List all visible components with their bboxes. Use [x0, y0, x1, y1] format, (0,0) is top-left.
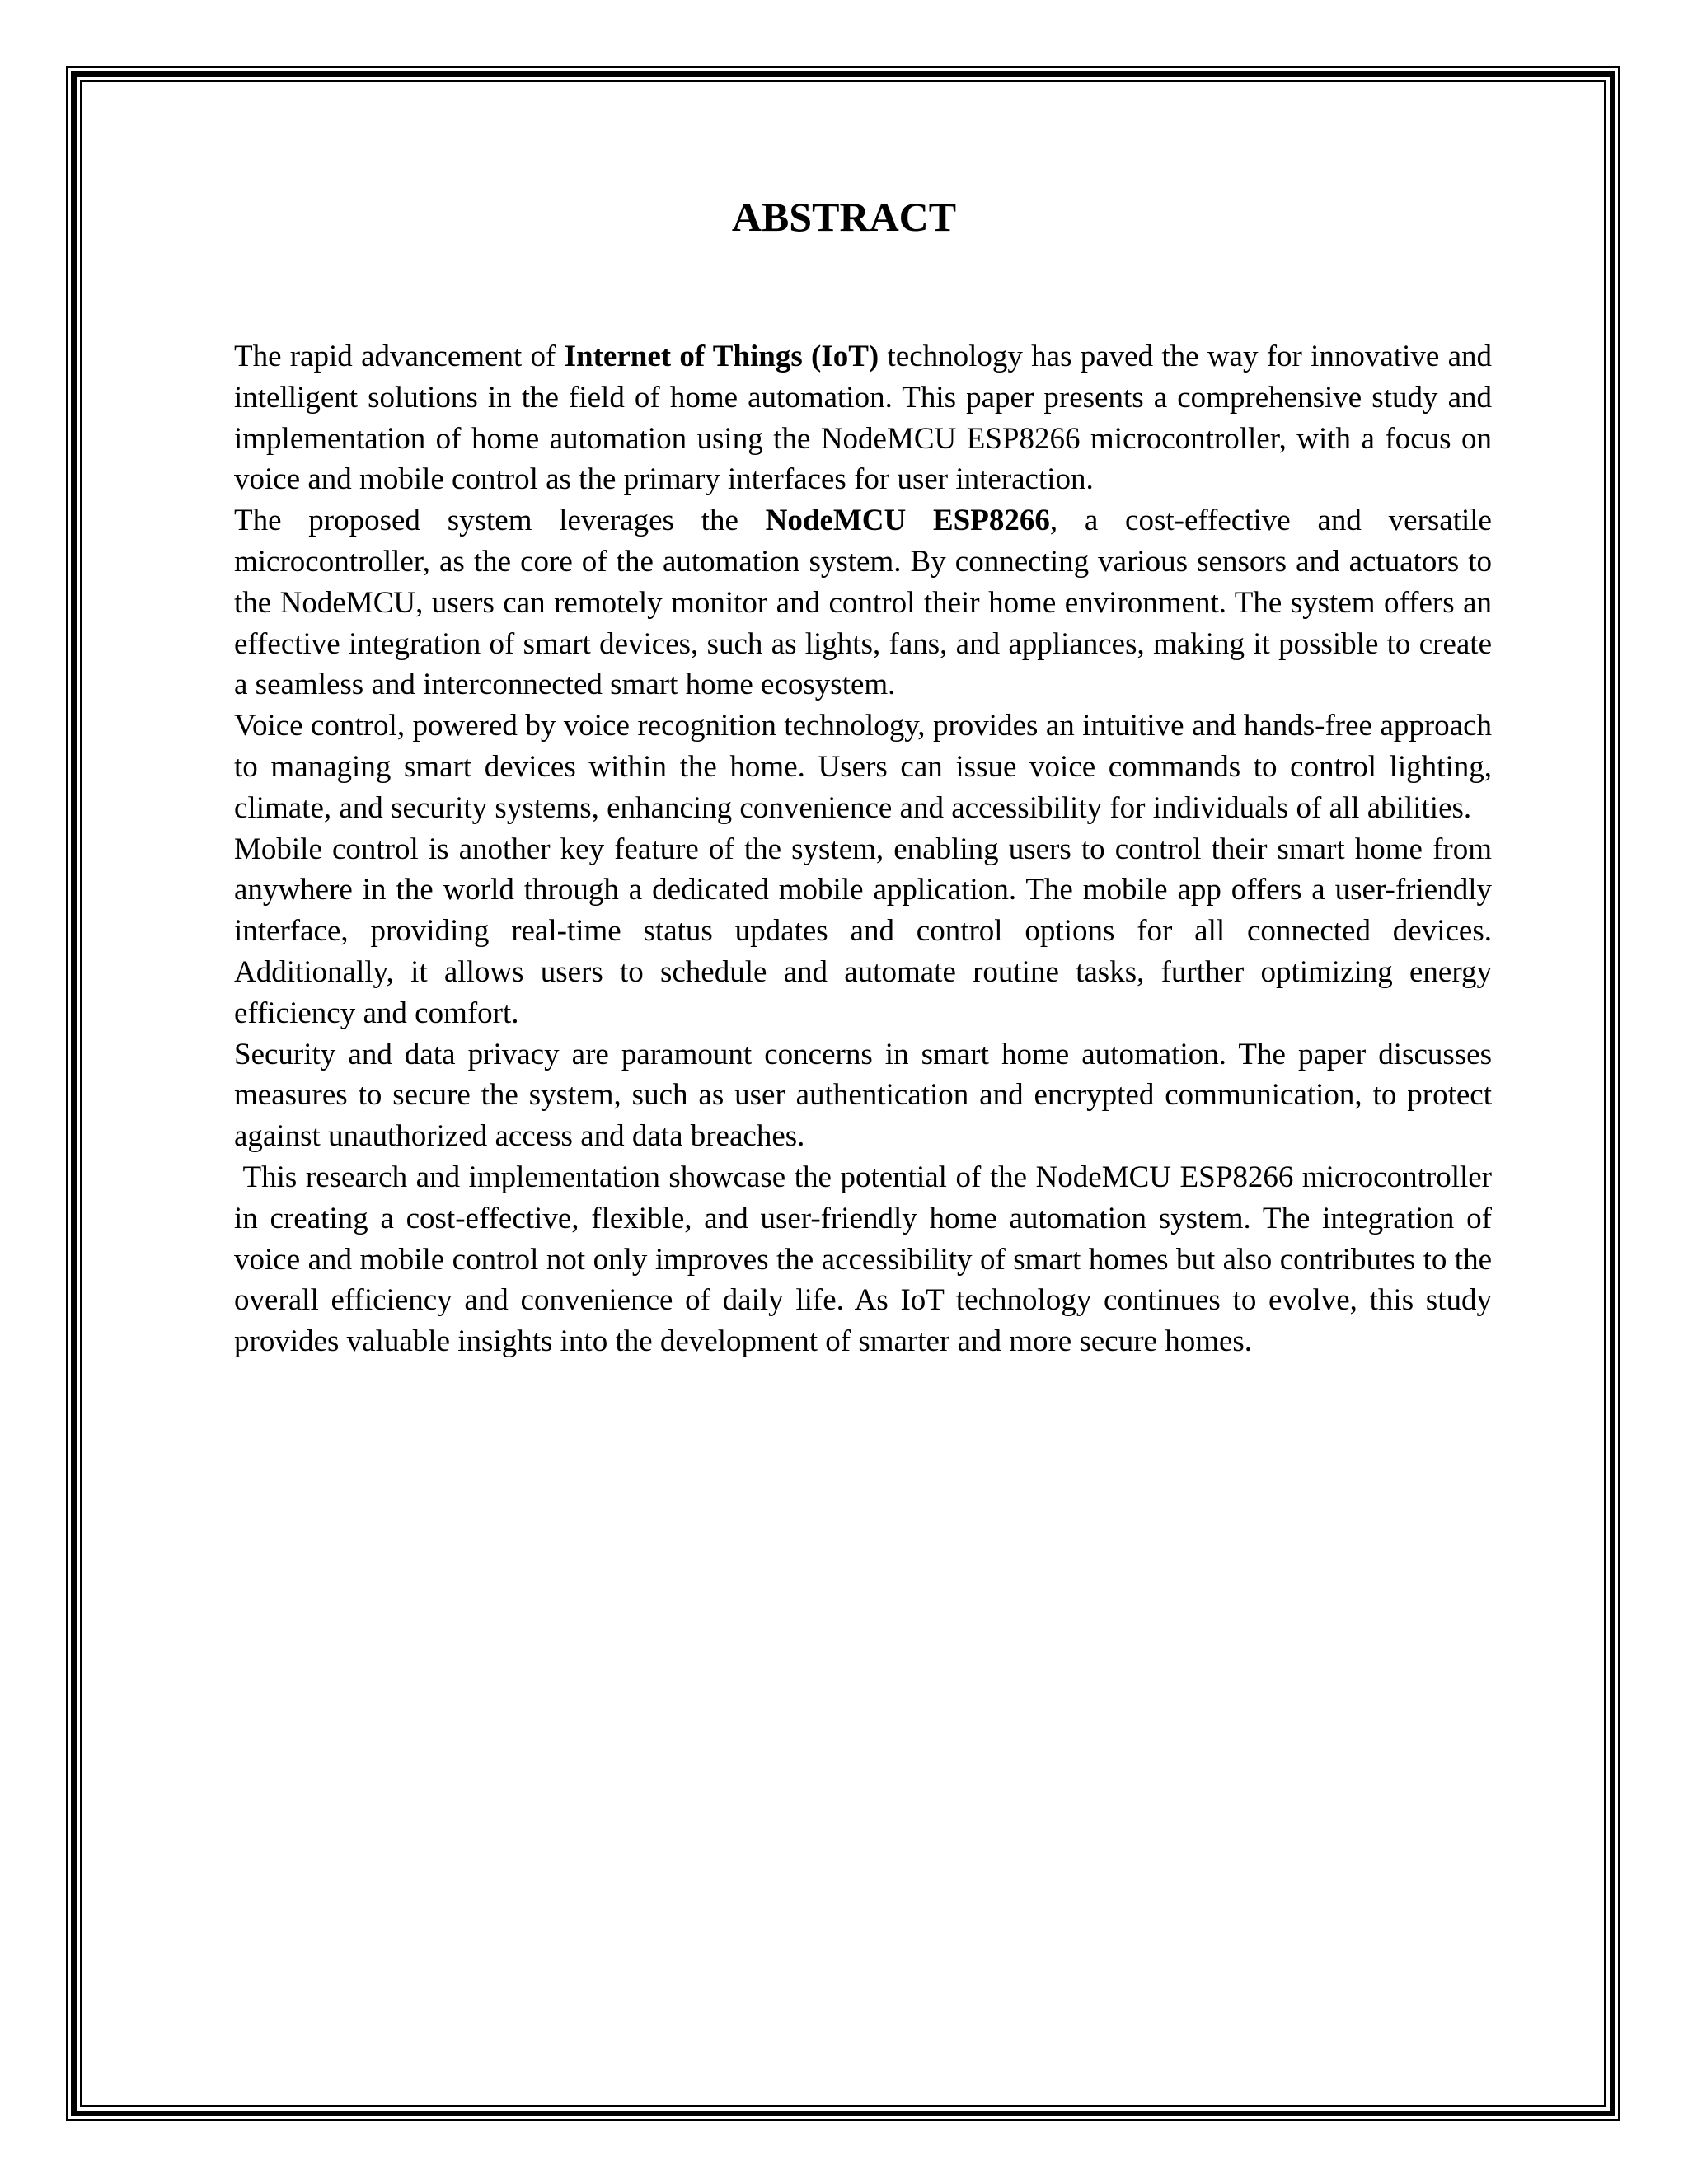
abstract-title: ABSTRACT — [731, 194, 957, 240]
paragraph-text: The rapid advancement of — [234, 340, 565, 373]
paragraph-text: The proposed system leverages the — [234, 504, 766, 538]
paragraph-security: Security and data privacy are paramount concerns in smart home automation. The paper discusses measures to secure the system, such as user authentication and encrypted communication, to protect against unauthorized access and data breaches. — [234, 1037, 1492, 1154]
paragraph-mobile-control: Mobile control is another key feature of the system, enabling users to control their smart home from anywhere in the world through a dedicated mobile application. The mobile app offers a user-friendly interface, providing real-time status updates and control options for all connected devices. Additionally, it allows users to schedule and automate routine tasks, further optimizing energy efficiency and comfort. — [234, 832, 1492, 1030]
paragraph-text: , a cost-effective and versatile microcontroller, as the core of the automation system. By connecting various sensors and actuators to the NodeMCU, users can remotely monitor and control their home environment. The system offers an effective integration of smart devices, such as lights, fans, and appliances, making it possible to create a seamless and interconnected smart home ecosystem. — [234, 504, 1492, 702]
paragraph-proposed-system — [234, 500, 1492, 705]
paragraph-text: technology has paved the way for innovative and intelligent solutions in the field of home automation. This paper presents a comprehensive study and implementation of home automation using the NodeMCU ESP8266 microcontroller, with a focus on voice and mobile control as the primary interfaces for user interaction. — [234, 340, 1492, 497]
paragraph-voice-control: Voice control, powered by voice recognition technology, provides an intuitive and hands-free approach to managing smart devices within the home. Users can issue voice commands to control lighting, climate, and security systems, enhancing convenience and accessibility for individuals of all abilities. — [234, 709, 1492, 825]
abstract-body — [234, 336, 1492, 1362]
bold-term-nodemcu: NodeMCU ESP8266 — [765, 504, 1050, 538]
bold-term-iot: Internet of Things (IoT) — [564, 340, 879, 373]
paragraph-conclusion: This research and implementation showcase the potential of the NodeMCU ESP8266 microcontroller in creating a cost-effective, flexible, and user-friendly home automation system. The integration of voice and mobile control not only improves the accessibility of smart homes but also contributes to the overall efficiency and convenience of daily life. As IoT technology continues to evolve, this study provides valuable insights into the development of smarter and more secure homes. — [234, 1160, 1492, 1359]
paragraph-iot-intro — [234, 336, 1492, 500]
